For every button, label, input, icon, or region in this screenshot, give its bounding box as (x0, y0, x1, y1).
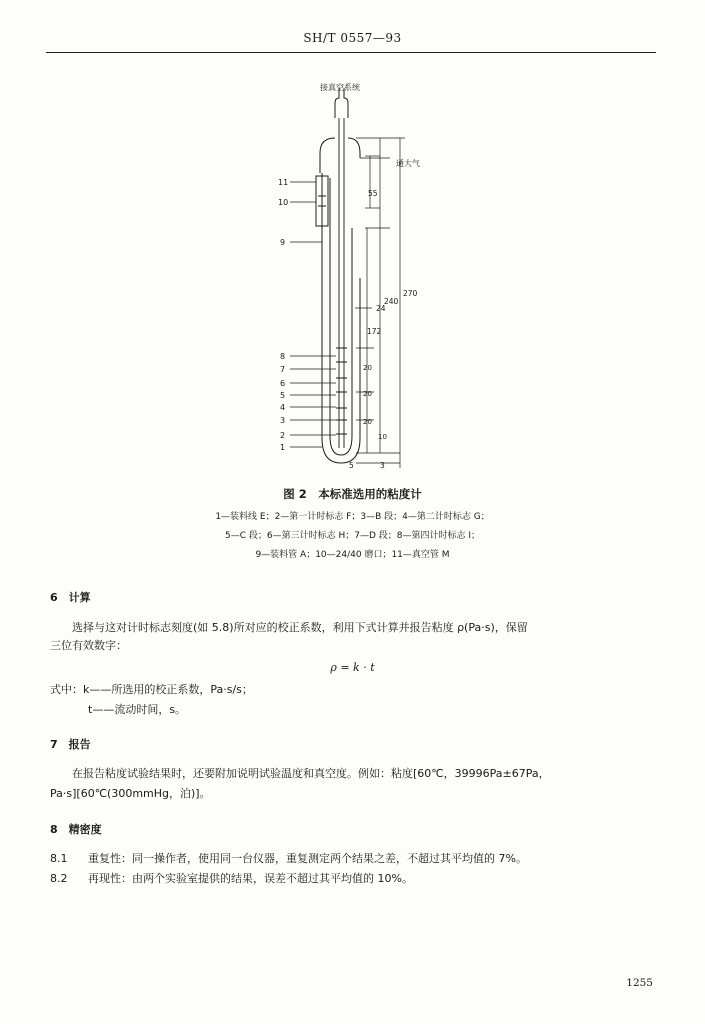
section8-item2-number: 8.2 (50, 872, 68, 885)
standard-code-header: SH/T 0557—93 (303, 31, 402, 45)
section8-item1-text: 重复性：同一操作者，使用同一台仪器，重复测定两个结果之差，不超过其平均值的 7%。 (88, 852, 527, 865)
label-atmosphere: 通大气 (396, 159, 420, 168)
section7-para-line2: Pa·s][60℃(300mmHg，泊)]。 (50, 787, 211, 800)
figure-caption-line1: 1—装料线 E；2—第一计时标志 F；3—B 段；4—第二计时标志 G； (215, 512, 490, 522)
section6-para-line2: 三位有效数字： (50, 639, 127, 652)
section7-title: 7 报告 (50, 738, 91, 751)
marker-11: 11 (278, 178, 289, 187)
page-number: 1255 (626, 977, 653, 989)
section7-para-line1: 在报告粘度试验结果时，还要附加说明试验温度和真空度。例如：粘度[60℃，39996Pa±67Pa， (72, 767, 550, 780)
figure-caption-line3: 9—装料管 A；10—24/40 磨口；11—真空管 M (255, 550, 450, 560)
timing-marks (336, 348, 347, 434)
section8-item1-number: 8.1 (50, 852, 68, 865)
filling-tube-inner (330, 178, 352, 455)
section6-where-line2: t——流动时间，s。 (88, 703, 187, 716)
marker-9: 9 (280, 238, 286, 247)
section8-item2-text: 再现性：由两个实验室提供的结果，误差不超过其平均值的 10%。 (88, 872, 413, 885)
marker-4: 4 (280, 403, 286, 412)
marker-2: 2 (280, 431, 286, 440)
figure-caption-title: 图 2 本标准选用的粘度计 (283, 487, 422, 501)
marker-8: 8 (280, 352, 286, 361)
dim-label-5: 5 (349, 461, 354, 470)
dim-label-3: 3 (380, 461, 385, 470)
dim-label-172: 172 (367, 327, 382, 336)
dim-label-20b: 20 (363, 390, 372, 398)
section8-title: 8 精密度 (50, 823, 102, 836)
ground-joint-right (348, 138, 360, 158)
figure-caption-line2: 5—C 段；6—第三计时标志 H；7—D 段；8—第四计时标志 I； (225, 531, 480, 541)
dim-label-55: 55 (368, 189, 378, 198)
marker-7: 7 (280, 365, 286, 374)
header-rule (46, 52, 656, 53)
ground-joint-left (320, 138, 335, 173)
label-vacuum: 接真空系统 (320, 83, 360, 92)
dim-label-24: 24 (376, 304, 386, 313)
viscometer-diagram (260, 78, 460, 478)
dim-label-240: 240 (384, 297, 399, 306)
dim-label-270: 270 (403, 289, 418, 298)
marker-1: 1 (280, 443, 286, 452)
marker-5: 5 (280, 391, 286, 400)
capillary (339, 118, 344, 448)
marker-3: 3 (280, 416, 286, 425)
section6-title: 6 计算 (50, 591, 91, 604)
section6-where-line1: 式中：k——所选用的校正系数，Pa·s/s； (50, 683, 253, 696)
vacuum-tube-top (335, 88, 348, 118)
dim-label-20a: 20 (363, 364, 372, 372)
marker-6: 6 (280, 379, 286, 388)
marker-10: 10 (278, 198, 289, 207)
dim-label-10: 10 (378, 433, 387, 441)
formula: ρ = k · t (330, 661, 375, 674)
section6-para-line1: 选择与这对计时标志刻度(如 5.8)所对应的校正系数，利用下式计算并报告粘度 ρ(Pa·s)，保留 (72, 621, 528, 634)
dim-label-20c: 20 (363, 418, 372, 426)
